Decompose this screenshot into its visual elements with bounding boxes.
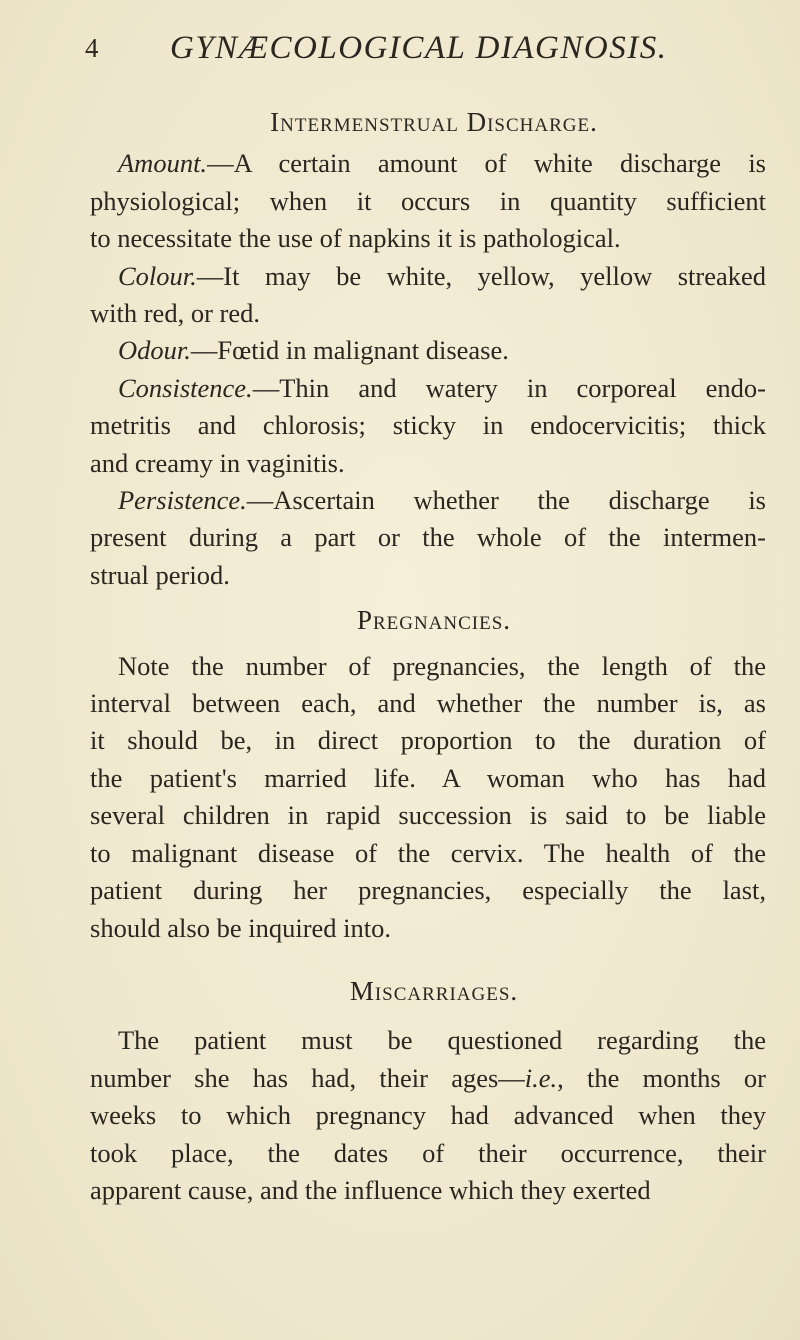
paragraph-odour — [62, 332, 766, 369]
text-line: the patient's married life. A woman who has had — [90, 762, 766, 793]
text-line: took place, the dates of their occurrence, their — [90, 1137, 766, 1168]
text-line: should also be inquired into. — [90, 912, 392, 943]
page-body — [62, 104, 766, 1209]
text-line: strual period. — [90, 559, 230, 590]
paragraph-pregnancies — [62, 648, 766, 947]
section-heading-intermenstrual-discharge: Intermenstrual Discharge. — [270, 107, 598, 137]
section-heading-pregnancies: Pregnancies. — [356, 605, 512, 636]
paragraph-colour — [62, 258, 766, 333]
text-line: to necessitate the use of napkins it is pathological. — [90, 223, 621, 254]
text-line: it should be, in direct proportion to the duration of — [90, 725, 766, 756]
text-line: Consistence.—Thin and watery in corporeal endo- — [118, 372, 766, 403]
text-line: Odour.—Fœtid in malignant disease. — [118, 335, 509, 366]
text-line: Amount.—A certain amount of white discharge is — [118, 148, 766, 179]
text-line: weeks to which pregnancy had advanced when they — [90, 1100, 766, 1131]
text-line: metritis and chlorosis; sticky in endocervicitis; thick — [90, 410, 766, 441]
text-line: apparent cause, and the influence which they exerted — [90, 1174, 651, 1205]
paragraph-lead: Colour. — [118, 260, 197, 291]
text-line: to malignant disease of the cervix. The health of the — [90, 837, 766, 868]
text-line: and creamy in vaginitis. — [90, 447, 345, 478]
paragraph-consistence — [62, 370, 766, 482]
running-title: GYNÆCOLOGICAL DIAGNOSIS. — [170, 30, 668, 66]
text-line: with red, or red. — [90, 298, 260, 329]
paragraph-lead: Consistence. — [118, 372, 253, 403]
paragraph-lead: Amount. — [118, 148, 208, 179]
text-line: interval between each, and whether the number is, as — [90, 688, 766, 719]
paragraph-amount — [62, 145, 766, 257]
text-line: Note the number of pregnancies, the length of the — [118, 650, 766, 681]
running-head — [85, 28, 775, 68]
text-line: physiological; when it occurs in quantity sufficient — [90, 185, 766, 216]
paragraph-persistence — [62, 482, 766, 594]
text-line: Persistence.—Ascertain whether the discharge is — [118, 485, 766, 516]
paragraph-miscarriages — [62, 1022, 766, 1209]
text-line: several children in rapid succession is said to be liable — [90, 800, 766, 831]
text-line: patient during her pregnancies, especially the last, — [90, 875, 766, 906]
paragraph-lead: Odour. — [118, 335, 191, 366]
abbreviation-ie: i.e. — [524, 1062, 558, 1093]
paragraph-lead: Persistence. — [118, 485, 247, 516]
text-line: number she has had, their ages—i.e., the months or — [90, 1062, 766, 1093]
page-number: 4 — [85, 33, 99, 63]
text-line: The patient must be questioned regarding the — [118, 1025, 766, 1056]
section-heading-miscarriages: Miscarriages. — [349, 975, 519, 1006]
text-line: present during a part or the whole of the intermen- — [90, 522, 766, 553]
text-line: Colour.—It may be white, yellow, yellow streaked — [118, 260, 766, 291]
